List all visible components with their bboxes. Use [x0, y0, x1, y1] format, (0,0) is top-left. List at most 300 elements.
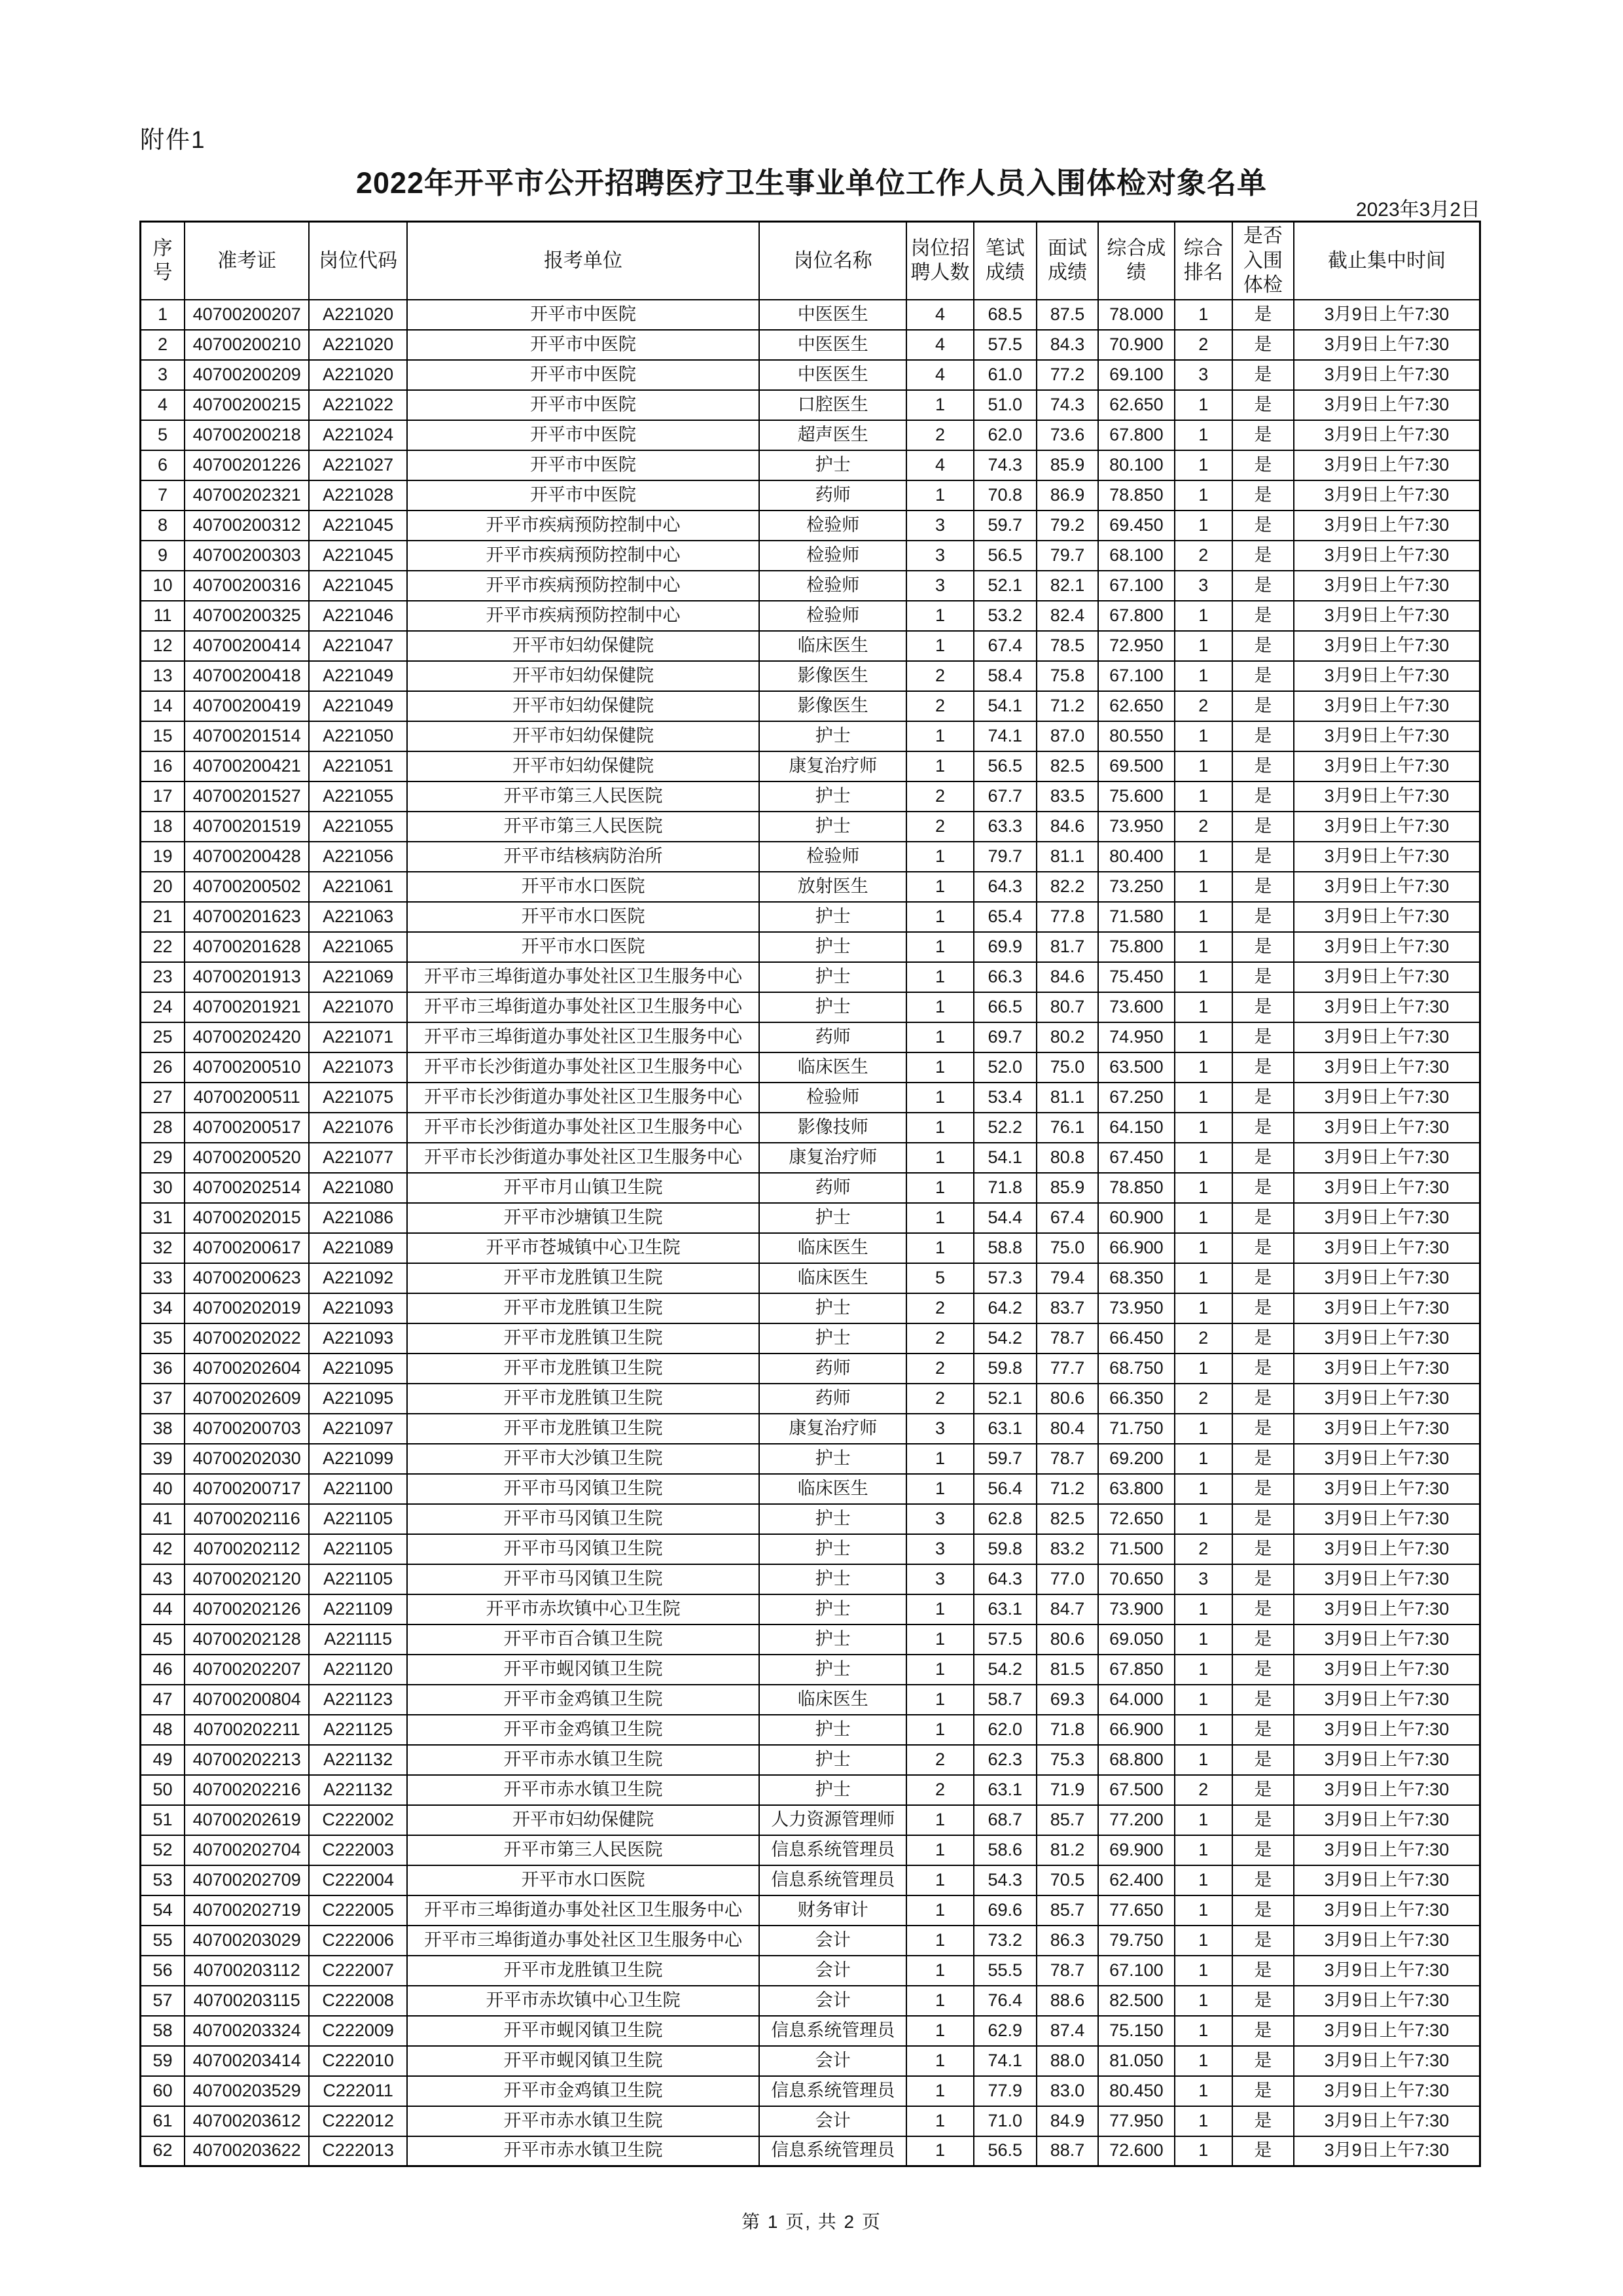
table-cell: 临床医生 [759, 1233, 906, 1263]
table-cell: 是 [1232, 390, 1294, 420]
table-cell: 开平市水口医院 [407, 902, 759, 932]
table-cell: A221024 [309, 420, 406, 450]
table-cell: C222008 [309, 1986, 406, 2016]
table-cell: 40700202030 [185, 1444, 309, 1474]
table-cell: 63.3 [974, 812, 1037, 842]
table-cell: 开平市妇幼保健院 [407, 1805, 759, 1835]
table-cell: 77.7 [1037, 1354, 1098, 1384]
table-cell: 中医医生 [759, 330, 906, 360]
table-cell: 是 [1232, 962, 1294, 992]
table-cell: A221097 [309, 1414, 406, 1444]
table-cell: 54.4 [974, 1203, 1037, 1233]
table-cell: 1 [1175, 1444, 1232, 1474]
table-cell: 11 [141, 601, 185, 631]
table-cell: 84.9 [1037, 2106, 1098, 2136]
table-cell: 80.7 [1037, 992, 1098, 1022]
table-cell: A221020 [309, 360, 406, 390]
table-cell: A221100 [309, 1474, 406, 1504]
table-cell: 是 [1232, 812, 1294, 842]
table-cell: 1 [1175, 1173, 1232, 1203]
table-cell: 1 [1175, 1263, 1232, 1293]
table-cell: 3月9日上午7:30 [1294, 1655, 1480, 1685]
table-cell: 51.0 [974, 390, 1037, 420]
table-cell: 开平市中医院 [407, 480, 759, 511]
table-cell: 1 [906, 390, 973, 420]
table-cell: 1 [906, 1865, 973, 1895]
table-cell: 57.5 [974, 1624, 1037, 1655]
table-cell: 74.950 [1098, 1022, 1175, 1052]
table-cell: 40700200207 [185, 300, 309, 330]
table-cell: 82.500 [1098, 1986, 1175, 2016]
table-cell: 83.5 [1037, 781, 1098, 812]
table-cell: 63.800 [1098, 1474, 1175, 1504]
table-cell: 是 [1232, 1022, 1294, 1052]
table-cell: 开平市大沙镇卫生院 [407, 1444, 759, 1474]
table-cell: 临床医生 [759, 1685, 906, 1715]
table-cell: 是 [1232, 1052, 1294, 1083]
table-cell: 3月9日上午7:30 [1294, 812, 1480, 842]
table-cell: 1 [906, 1444, 973, 1474]
table-cell: 3月9日上午7:30 [1294, 1685, 1480, 1715]
table-cell: 86.3 [1037, 1926, 1098, 1956]
table-cell: 78.850 [1098, 480, 1175, 511]
table-cell: 85.9 [1037, 450, 1098, 480]
table-cell: 检验师 [759, 541, 906, 571]
table-cell: 1 [906, 1203, 973, 1233]
table-cell: 影像医生 [759, 691, 906, 721]
table-cell: 81.5 [1037, 1655, 1098, 1685]
table-cell: 1 [1175, 1203, 1232, 1233]
table-cell: 1 [906, 1986, 973, 2016]
table-cell: 开平市第三人民医院 [407, 781, 759, 812]
table-cell: 1 [906, 2106, 973, 2136]
table-cell: 86.9 [1037, 480, 1098, 511]
table-cell: 1 [906, 2136, 973, 2166]
table-cell: 72.650 [1098, 1504, 1175, 1534]
table-cell: 84.6 [1037, 962, 1098, 992]
table-cell: 1 [1175, 420, 1232, 450]
table-cell: 15 [141, 721, 185, 751]
table-cell: 57 [141, 1986, 185, 2016]
table-cell: 64.000 [1098, 1685, 1175, 1715]
table-cell: 1 [1175, 1504, 1232, 1534]
table-cell: A221132 [309, 1775, 406, 1805]
table-cell: 康复治疗师 [759, 1414, 906, 1444]
table-cell: 开平市水口医院 [407, 872, 759, 902]
table-cell: 3月9日上午7:30 [1294, 480, 1480, 511]
table-cell: 1 [1175, 1354, 1232, 1384]
table-cell: 1 [1175, 1986, 1232, 2016]
table-cell: 80.6 [1037, 1384, 1098, 1414]
table-cell: A221065 [309, 932, 406, 962]
table-cell: 1 [906, 1233, 973, 1263]
table-cell: 81.7 [1037, 932, 1098, 962]
table-cell: A221099 [309, 1444, 406, 1474]
table-cell: 79.750 [1098, 1926, 1175, 1956]
table-cell: 护士 [759, 781, 906, 812]
table-cell: 47 [141, 1685, 185, 1715]
table-cell: 40700201628 [185, 932, 309, 962]
column-header: 报考单位 [407, 222, 759, 300]
table-cell: 68.100 [1098, 541, 1175, 571]
table-cell: 71.8 [974, 1173, 1037, 1203]
table-cell: 1 [1175, 2016, 1232, 2046]
table-cell: 50 [141, 1775, 185, 1805]
table-cell: 75.800 [1098, 932, 1175, 962]
table-cell: 40700201514 [185, 721, 309, 751]
table-cell: 开平市蚬冈镇卫生院 [407, 2016, 759, 2046]
table-cell: 77.650 [1098, 1895, 1175, 1926]
table-cell: 59.8 [974, 1534, 1037, 1564]
table-cell: 开平市中医院 [407, 450, 759, 480]
table-cell: 83.0 [1037, 2076, 1098, 2106]
table-cell: 3月9日上午7:30 [1294, 1775, 1480, 1805]
table-cell: 53.2 [974, 601, 1037, 631]
table-cell: 开平市长沙街道办事处社区卫生服务中心 [407, 1143, 759, 1173]
table-cell: 开平市赤坎镇中心卫生院 [407, 1594, 759, 1624]
table-cell: 3月9日上午7:30 [1294, 1414, 1480, 1444]
table-cell: 3月9日上午7:30 [1294, 661, 1480, 691]
table-cell: 81.1 [1037, 842, 1098, 872]
table-cell: 80.4 [1037, 1414, 1098, 1444]
table-cell: 3月9日上午7:30 [1294, 1474, 1480, 1504]
page-title: 2022年开平市公开招聘医疗卫生事业单位工作人员入围体检对象名单 [355, 166, 1268, 200]
table-cell: 是 [1232, 1083, 1294, 1113]
table-cell: 1 [906, 932, 973, 962]
table-cell: 6 [141, 450, 185, 480]
table-cell: 40700202619 [185, 1805, 309, 1835]
column-header: 面试成绩 [1037, 222, 1098, 300]
table-cell: 61 [141, 2106, 185, 2136]
table-cell: 79.2 [1037, 511, 1098, 541]
table-cell: 67.100 [1098, 571, 1175, 601]
table-cell: 41 [141, 1504, 185, 1534]
table-cell: 1 [906, 480, 973, 511]
table-cell: 会计 [759, 1986, 906, 2016]
table-cell: 3月9日上午7:30 [1294, 1052, 1480, 1083]
table-cell: 40700202514 [185, 1173, 309, 1203]
table-cell: 57.3 [974, 1263, 1037, 1293]
table-cell: 是 [1232, 1534, 1294, 1564]
table-cell: 48 [141, 1715, 185, 1745]
table-cell: 64.3 [974, 1564, 1037, 1594]
table-cell: 67.800 [1098, 601, 1175, 631]
table-cell: 护士 [759, 1715, 906, 1745]
table-cell: 1 [1175, 1113, 1232, 1143]
column-header: 岗位招聘人数 [906, 222, 973, 300]
table-cell: 是 [1232, 2136, 1294, 2166]
table-cell: 4 [906, 330, 973, 360]
table-cell: 40700200428 [185, 842, 309, 872]
table-cell: 3月9日上午7:30 [1294, 1113, 1480, 1143]
table-cell: C222004 [309, 1865, 406, 1895]
table-cell: C222002 [309, 1805, 406, 1835]
table-cell: 1 [1175, 992, 1232, 1022]
table-cell: 3月9日上午7:30 [1294, 1835, 1480, 1865]
table-cell: 3 [906, 1534, 973, 1564]
table-cell: 3 [906, 571, 973, 601]
table-cell: 40700203115 [185, 1986, 309, 2016]
table-cell: 58.7 [974, 1685, 1037, 1715]
table-cell: 40700200209 [185, 360, 309, 390]
table-row [141, 1203, 1480, 1233]
table-cell: 62 [141, 2136, 185, 2166]
table-cell: 开平市马冈镇卫生院 [407, 1504, 759, 1534]
table-cell: 82.2 [1037, 872, 1098, 902]
table-cell: 73.950 [1098, 1293, 1175, 1323]
table-cell: 护士 [759, 1444, 906, 1474]
table-row [141, 1655, 1480, 1685]
table-cell: 70.5 [1037, 1865, 1098, 1895]
table-cell: 是 [1232, 1805, 1294, 1835]
table-cell: 40700200210 [185, 330, 309, 360]
table-cell: A221047 [309, 631, 406, 661]
column-header: 准考证 [185, 222, 309, 300]
table-cell: 开平市中医院 [407, 390, 759, 420]
table-cell: 是 [1232, 2076, 1294, 2106]
table-cell: 是 [1232, 541, 1294, 571]
table-cell: 40700202216 [185, 1775, 309, 1805]
document-date: 2023年3月2日 [1355, 199, 1480, 221]
table-cell: 69.7 [974, 1022, 1037, 1052]
table-cell: 79.4 [1037, 1263, 1098, 1293]
table-cell: 40700200502 [185, 872, 309, 902]
table-cell: A221063 [309, 902, 406, 932]
table-cell: 40700200303 [185, 541, 309, 571]
table-cell: 放射医生 [759, 872, 906, 902]
column-header: 岗位代码 [309, 222, 406, 300]
table-cell: 67.4 [1037, 1203, 1098, 1233]
table-cell: 是 [1232, 1474, 1294, 1504]
table-cell: 64.3 [974, 872, 1037, 902]
table-cell: 开平市赤水镇卫生院 [407, 2136, 759, 2166]
table-cell: 74.3 [1037, 390, 1098, 420]
table-cell: 78.850 [1098, 1173, 1175, 1203]
table-cell: A221105 [309, 1564, 406, 1594]
table-cell: 2 [906, 1775, 973, 1805]
table-cell: 3月9日上午7:30 [1294, 872, 1480, 902]
table-cell: 会计 [759, 2046, 906, 2076]
table-cell: 2 [1175, 330, 1232, 360]
table-cell: 40700202112 [185, 1534, 309, 1564]
table-cell: 信息系统管理员 [759, 2016, 906, 2046]
table-cell: 36 [141, 1354, 185, 1384]
table-cell: A221020 [309, 300, 406, 330]
table-body [141, 300, 1480, 2166]
table-cell: 1 [1175, 631, 1232, 661]
table-row [141, 1293, 1480, 1323]
table-cell: A221020 [309, 330, 406, 360]
table-row [141, 360, 1480, 390]
table-cell: 是 [1232, 1233, 1294, 1263]
table-cell: 3 [906, 1414, 973, 1444]
table-cell: 40700201226 [185, 450, 309, 480]
table-cell: 护士 [759, 1775, 906, 1805]
table-cell: 2 [906, 1745, 973, 1775]
table-cell: 8 [141, 511, 185, 541]
table-cell: A221132 [309, 1745, 406, 1775]
table-cell: 40700200623 [185, 1263, 309, 1293]
table-cell: 63.500 [1098, 1052, 1175, 1083]
table-cell: 63.1 [974, 1775, 1037, 1805]
table-cell: 25 [141, 1022, 185, 1052]
table-cell: 34 [141, 1293, 185, 1323]
table-cell: 是 [1232, 842, 1294, 872]
table-cell: 3月9日上午7:30 [1294, 1233, 1480, 1263]
table-cell: 康复治疗师 [759, 751, 906, 781]
table-cell: 62.400 [1098, 1865, 1175, 1895]
table-cell: 83.2 [1037, 1534, 1098, 1564]
table-cell: 护士 [759, 962, 906, 992]
table-cell: 56 [141, 1956, 185, 1986]
table-row [141, 1715, 1480, 1745]
table-cell: 开平市龙胜镇卫生院 [407, 1263, 759, 1293]
table-cell: 开平市妇幼保健院 [407, 631, 759, 661]
table-cell: 17 [141, 781, 185, 812]
table-cell: C222007 [309, 1956, 406, 1986]
table-cell: 是 [1232, 1715, 1294, 1745]
table-cell: 58.4 [974, 661, 1037, 691]
table-cell: 1 [906, 992, 973, 1022]
table-cell: 82.5 [1037, 1504, 1098, 1534]
table-cell: 85.9 [1037, 1173, 1098, 1203]
table-cell: C222011 [309, 2076, 406, 2106]
table-cell: 是 [1232, 571, 1294, 601]
table-cell: 79.7 [1037, 541, 1098, 571]
table-cell: 3月9日上午7:30 [1294, 1624, 1480, 1655]
table-row [141, 1022, 1480, 1052]
table-cell: 开平市三埠街道办事处社区卫生服务中心 [407, 1022, 759, 1052]
table-cell: 64.150 [1098, 1113, 1175, 1143]
table-cell: 54.2 [974, 1655, 1037, 1685]
table-cell: 3月9日上午7:30 [1294, 1022, 1480, 1052]
table-cell: 3月9日上午7:30 [1294, 450, 1480, 480]
table-cell: 是 [1232, 300, 1294, 330]
table-cell: 58.8 [974, 1233, 1037, 1263]
table-cell: 药师 [759, 1022, 906, 1052]
table-cell: 69.6 [974, 1895, 1037, 1926]
table-cell: 3月9日上午7:30 [1294, 1384, 1480, 1414]
table-cell: 37 [141, 1384, 185, 1414]
table-cell: A221061 [309, 872, 406, 902]
table-row [141, 781, 1480, 812]
table-cell: 信息系统管理员 [759, 1865, 906, 1895]
table-cell: 67.250 [1098, 1083, 1175, 1113]
table-cell: 是 [1232, 691, 1294, 721]
table-cell: 是 [1232, 1444, 1294, 1474]
table-cell: 3月9日上午7:30 [1294, 1564, 1480, 1594]
table-cell: 1 [906, 2016, 973, 2046]
table-cell: 46 [141, 1655, 185, 1685]
table-cell: 40700200316 [185, 571, 309, 601]
table-row [141, 721, 1480, 751]
table-cell: 是 [1232, 330, 1294, 360]
table-cell: 3月9日上午7:30 [1294, 390, 1480, 420]
column-header: 序号 [141, 222, 185, 300]
table-cell: 84.6 [1037, 812, 1098, 842]
table-row [141, 480, 1480, 511]
column-header: 岗位名称 [759, 222, 906, 300]
table-cell: 开平市妇幼保健院 [407, 721, 759, 751]
table-cell: 护士 [759, 1203, 906, 1233]
table-cell: 是 [1232, 511, 1294, 541]
table-row [141, 1263, 1480, 1293]
table-cell: 2 [1175, 1775, 1232, 1805]
table-cell: 2 [1175, 1534, 1232, 1564]
table-cell: 3月9日上午7:30 [1294, 1534, 1480, 1564]
table-cell: 3月9日上午7:30 [1294, 1865, 1480, 1895]
table-cell: 开平市第三人民医院 [407, 812, 759, 842]
table-cell: A221071 [309, 1022, 406, 1052]
table-cell: 3月9日上午7:30 [1294, 1354, 1480, 1384]
table-cell: 82.4 [1037, 601, 1098, 631]
table-cell: 67.500 [1098, 1775, 1175, 1805]
table-cell: 开平市金鸡镇卫生院 [407, 2076, 759, 2106]
table-cell: 是 [1232, 1113, 1294, 1143]
table-cell: 开平市疾病预防控制中心 [407, 511, 759, 541]
table-row [141, 1685, 1480, 1715]
table-row [141, 330, 1480, 360]
table-cell: 72.600 [1098, 2136, 1175, 2166]
table-cell: 62.650 [1098, 390, 1175, 420]
table-cell: 3月9日上午7:30 [1294, 902, 1480, 932]
table-cell: 18 [141, 812, 185, 842]
table-cell: 3月9日上午7:30 [1294, 992, 1480, 1022]
table-cell: 40700200418 [185, 661, 309, 691]
table-cell: 是 [1232, 932, 1294, 962]
table-cell: 40700202015 [185, 1203, 309, 1233]
table-cell: 40700201921 [185, 992, 309, 1022]
table-cell: 40700203029 [185, 1926, 309, 1956]
table-cell: 4 [906, 360, 973, 390]
table-cell: 24 [141, 992, 185, 1022]
table-cell: 67.100 [1098, 661, 1175, 691]
table-cell: 40700200517 [185, 1113, 309, 1143]
table-cell: 40700200421 [185, 751, 309, 781]
table-cell: A221046 [309, 601, 406, 631]
table-cell: 1 [1175, 842, 1232, 872]
table-cell: C222013 [309, 2136, 406, 2166]
table-cell: 79.7 [974, 842, 1037, 872]
table-cell: 1 [906, 1655, 973, 1685]
table-cell: 87.5 [1037, 300, 1098, 330]
table-cell: 1 [906, 1685, 973, 1715]
table-cell: 87.0 [1037, 721, 1098, 751]
table-row [141, 1926, 1480, 1956]
table-cell: 1 [906, 842, 973, 872]
table-cell: 1 [906, 1956, 973, 1986]
table-cell: 3 [141, 360, 185, 390]
table-cell: 会计 [759, 1956, 906, 1986]
table-cell: 3月9日上午7:30 [1294, 571, 1480, 601]
table-cell: A221070 [309, 992, 406, 1022]
table-cell: 19 [141, 842, 185, 872]
table-cell: 71.750 [1098, 1414, 1175, 1444]
table-cell: A221027 [309, 450, 406, 480]
table-row [141, 601, 1480, 631]
table-cell: A221093 [309, 1293, 406, 1323]
table-cell: 开平市龙胜镇卫生院 [407, 1293, 759, 1323]
table-cell: 45 [141, 1624, 185, 1655]
table-cell: 5 [906, 1263, 973, 1293]
table-cell: 68.350 [1098, 1263, 1175, 1293]
table-cell: 是 [1232, 1594, 1294, 1624]
table-cell: 1 [1175, 1052, 1232, 1083]
table-cell: 40700203324 [185, 2016, 309, 2046]
table-cell: 40700203529 [185, 2076, 309, 2106]
table-cell: A221056 [309, 842, 406, 872]
table-cell: 1 [1175, 1594, 1232, 1624]
